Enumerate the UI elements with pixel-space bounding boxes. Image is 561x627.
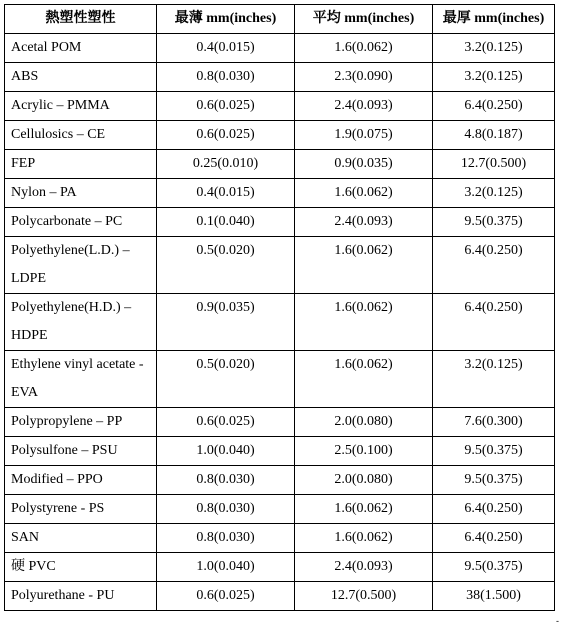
material-cell: Cellulosics – CE [5,121,157,150]
max-cell: 6.4(0.250) [433,237,555,294]
avg-cell: 1.6(0.062) [295,351,433,408]
avg-cell: 2.3(0.090) [295,63,433,92]
avg-cell: 2.4(0.093) [295,208,433,237]
material-cell: Polyethylene(L.D.) – LDPE [5,237,157,294]
table-row [5,408,555,437]
avg-cell: 2.0(0.080) [295,408,433,437]
avg-cell: 2.4(0.093) [295,553,433,582]
max-cell: 9.5(0.375) [433,437,555,466]
avg-cell: 1.6(0.062) [295,34,433,63]
min-cell: 0.5(0.020) [157,237,295,294]
material-cell: Polysulfone – PSU [5,437,157,466]
wall-thickness-table [4,4,555,611]
material-cell: Polystyrene - PS [5,495,157,524]
avg-cell: 2.5(0.100) [295,437,433,466]
min-cell: 0.8(0.030) [157,495,295,524]
min-cell: 0.25(0.010) [157,150,295,179]
material-cell: Acetal POM [5,34,157,63]
header-material: 熱塑性塑性 [5,5,157,34]
table-row [5,294,555,351]
material-cell: FEP [5,150,157,179]
material-cell: Polycarbonate – PC [5,208,157,237]
avg-cell: 1.6(0.062) [295,294,433,351]
max-cell: 6.4(0.250) [433,92,555,121]
avg-cell: 2.4(0.093) [295,92,433,121]
material-cell: Modified – PPO [5,466,157,495]
table-row [5,237,555,294]
material-cell: Polypropylene – PP [5,408,157,437]
max-cell: 6.4(0.250) [433,524,555,553]
header-min-thickness: 最薄 mm(inches) [157,5,295,34]
table-row [5,437,555,466]
table-row [5,34,555,63]
avg-cell: 1.9(0.075) [295,121,433,150]
min-cell: 0.4(0.015) [157,34,295,63]
min-cell: 0.6(0.025) [157,408,295,437]
header-max-thickness: 最厚 mm(inches) [433,5,555,34]
table-row [5,524,555,553]
material-cell: Acrylic – PMMA [5,92,157,121]
max-cell: 4.8(0.187) [433,121,555,150]
max-cell: 9.5(0.375) [433,553,555,582]
min-cell: 1.0(0.040) [157,437,295,466]
material-cell: Ethylene vinyl acetate - EVA [5,351,157,408]
avg-cell: 1.6(0.062) [295,524,433,553]
table-row [5,351,555,408]
max-cell: 6.4(0.250) [433,495,555,524]
avg-cell: 2.0(0.080) [295,466,433,495]
avg-cell: 1.6(0.062) [295,179,433,208]
avg-cell: 12.7(0.500) [295,582,433,611]
table-row [5,179,555,208]
avg-cell: 1.6(0.062) [295,495,433,524]
table-row [5,92,555,121]
min-cell: 0.8(0.030) [157,524,295,553]
table-row [5,466,555,495]
table-row [5,495,555,524]
max-cell: 12.7(0.500) [433,150,555,179]
min-cell: 0.8(0.030) [157,63,295,92]
corner-mark: - [556,616,559,626]
material-cell: 硬 PVC [5,553,157,582]
table-row [5,63,555,92]
max-cell: 9.5(0.375) [433,208,555,237]
min-cell: 0.1(0.040) [157,208,295,237]
max-cell: 3.2(0.125) [433,63,555,92]
min-cell: 0.6(0.025) [157,92,295,121]
table-row [5,208,555,237]
max-cell: 6.4(0.250) [433,294,555,351]
table-row [5,553,555,582]
min-cell: 0.4(0.015) [157,179,295,208]
table-row [5,582,555,611]
min-cell: 0.9(0.035) [157,294,295,351]
material-cell: Nylon – PA [5,179,157,208]
min-cell: 0.6(0.025) [157,121,295,150]
avg-cell: 0.9(0.035) [295,150,433,179]
material-cell: SAN [5,524,157,553]
table-header-row [5,5,555,34]
material-cell: Polyurethane - PU [5,582,157,611]
material-cell: Polyethylene(H.D.) – HDPE [5,294,157,351]
min-cell: 0.8(0.030) [157,466,295,495]
max-cell: 3.2(0.125) [433,179,555,208]
max-cell: 38(1.500) [433,582,555,611]
material-cell: ABS [5,63,157,92]
header-avg-thickness: 平均 mm(inches) [295,5,433,34]
avg-cell: 1.6(0.062) [295,237,433,294]
table-row [5,121,555,150]
min-cell: 0.5(0.020) [157,351,295,408]
table-row [5,150,555,179]
min-cell: 0.6(0.025) [157,582,295,611]
max-cell: 3.2(0.125) [433,34,555,63]
min-cell: 1.0(0.040) [157,553,295,582]
max-cell: 7.6(0.300) [433,408,555,437]
max-cell: 3.2(0.125) [433,351,555,408]
max-cell: 9.5(0.375) [433,466,555,495]
